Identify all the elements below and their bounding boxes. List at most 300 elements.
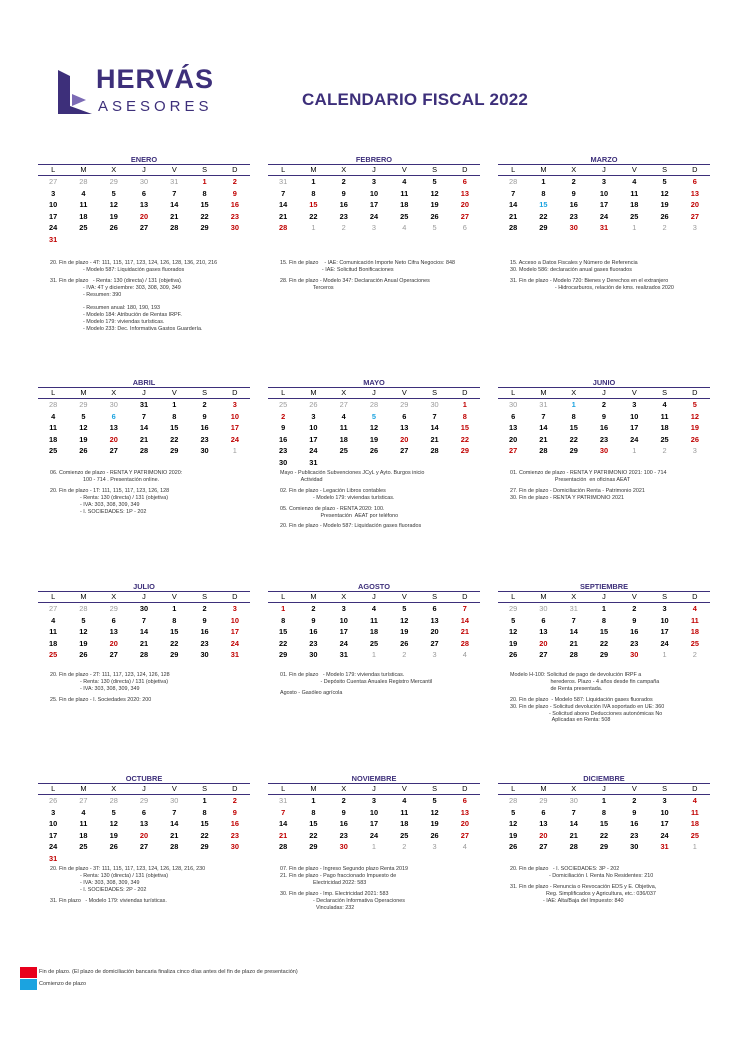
day-cell: 24: [339, 638, 348, 648]
day-cell: 14: [170, 200, 179, 210]
day-cell: 6: [462, 177, 467, 186]
day-cell: 10: [309, 423, 318, 433]
day-cell: 14: [139, 423, 149, 433]
day-cell: 16: [630, 627, 639, 637]
day-cell: 17: [339, 627, 348, 637]
month-notes-abril: [50, 470, 278, 519]
day-cell: 17: [49, 830, 58, 840]
day-cell: 2: [341, 796, 346, 805]
day-cell: 5: [81, 615, 86, 625]
day-cell: 27: [400, 446, 409, 456]
day-cell: 30: [170, 796, 179, 805]
weekday-label: D: [232, 165, 238, 174]
month-days: [38, 399, 250, 457]
day-cell: 2: [632, 604, 637, 613]
day-cell: 17: [660, 627, 669, 637]
day-cell: 14: [139, 627, 149, 637]
month-notes-julio: [50, 672, 278, 708]
day-cell: [189, 234, 219, 246]
day-cell: 19: [690, 423, 699, 433]
month-name: AGOSTO: [358, 582, 390, 591]
weekday-label: L: [511, 592, 516, 601]
day-cell: 4: [81, 188, 86, 198]
day-cell: 17: [49, 211, 58, 221]
day-cell: 23: [309, 638, 318, 648]
day-cell: 22: [599, 638, 609, 648]
day-cell: 19: [430, 819, 439, 829]
day-cell: 23: [569, 211, 578, 221]
month-name: ENERO: [130, 155, 158, 164]
day-cell: 29: [400, 400, 409, 409]
day-cell: 2: [341, 177, 346, 186]
day-cell: 8: [462, 411, 467, 421]
day-cell: 18: [79, 830, 88, 840]
day-cell: 9: [632, 807, 637, 817]
day-cell: 5: [432, 796, 437, 805]
day-cell: 1: [232, 446, 237, 456]
day-cell: 1: [632, 446, 637, 456]
weekday-label: L: [511, 165, 516, 174]
day-cell: 21: [430, 434, 439, 444]
month-calendar-mayo: [268, 378, 480, 469]
deadline-note: 15. Fin de plazo - IAE: Comunicación Importe Neto Cifra Negocios: 848 - IAE: Solicitud Bonificaciones: [280, 260, 455, 273]
day-cell: 28: [509, 177, 518, 186]
day-cell: 28: [139, 446, 149, 456]
day-cell: 26: [109, 842, 118, 852]
day-cell: 3: [692, 446, 697, 456]
day-cell: 16: [279, 434, 288, 444]
day-cell: 3: [232, 400, 237, 409]
deadline-note: 07. Fin de plazo - Ingreso Segundo plazo Renta 2019 21. Fin de plazo - Pago fraccionado Impuesto de Electricidad 2022: 583: [280, 866, 408, 886]
day-cell: 22: [309, 211, 318, 221]
day-cell: 28: [279, 842, 288, 852]
day-cell: 21: [279, 211, 288, 221]
day-cell: 10: [49, 819, 58, 829]
day-cell: 25: [279, 400, 288, 409]
weekday-label: L: [51, 388, 56, 397]
day-cell: 26: [49, 796, 58, 805]
weekday-label: D: [462, 592, 468, 601]
month-calendar-junio: [498, 378, 710, 457]
day-cell: 5: [402, 604, 407, 613]
day-cell: [68, 853, 98, 865]
day-cell: 1: [311, 177, 316, 186]
month-name: NOVIEMBRE: [351, 774, 397, 783]
day-cell: 8: [541, 188, 546, 198]
deadline-note: Modelo H-100: Solicitud de pago de devolución IRPF a herederos. Plazo - 4 años desde fin campaña de Renta presentada.: [510, 672, 660, 692]
day-cell: 26: [430, 830, 439, 840]
weekday-label: L: [51, 784, 56, 793]
day-cell: 29: [200, 842, 209, 852]
day-cell: 18: [400, 200, 409, 210]
day-cell: 31: [660, 842, 669, 852]
day-cell: 2: [232, 177, 237, 186]
day-cell: 15: [170, 627, 179, 637]
day-cell: 29: [599, 842, 609, 852]
day-cell: [329, 457, 359, 469]
weekday-label: X: [341, 592, 347, 601]
day-cell: 4: [402, 223, 407, 233]
day-cell: 30: [509, 400, 518, 409]
day-cell: 14: [430, 423, 439, 433]
weekday-header: [38, 164, 250, 176]
day-cell: 16: [200, 423, 209, 433]
day-cell: 21: [279, 830, 288, 840]
day-cell: 13: [509, 423, 518, 433]
day-cell: 1: [172, 604, 177, 613]
day-cell: 21: [569, 830, 578, 840]
day-cell: 12: [369, 423, 379, 433]
day-cell: 29: [539, 796, 548, 805]
day-cell: 1: [202, 796, 207, 805]
day-cell: 15: [309, 819, 318, 829]
day-cell: 24: [230, 638, 239, 648]
day-cell: 5: [432, 177, 437, 186]
deadline-note: 25. Fin de plazo - I. Sociedades 2020: 200: [50, 696, 152, 703]
day-cell: 4: [51, 615, 56, 625]
day-cell: 11: [400, 188, 409, 198]
weekday-label: S: [202, 592, 208, 601]
day-cell: 22: [309, 830, 318, 840]
day-cell: 8: [601, 615, 607, 625]
day-cell: 28: [170, 223, 179, 233]
day-cell: 13: [460, 807, 469, 817]
day-cell: 20: [690, 200, 699, 210]
day-cell: 31: [49, 234, 58, 244]
deadline-note: 05. Comienzo de plazo - RENTA 2020: 100. Presentación AEAT por teléfono: [280, 505, 399, 519]
day-cell: 1: [601, 604, 607, 613]
weekday-label: X: [571, 592, 577, 601]
day-cell: 8: [172, 615, 177, 625]
day-cell: 18: [400, 819, 409, 829]
day-cell: 11: [79, 200, 88, 210]
month-name: MARZO: [590, 155, 618, 164]
day-cell: 9: [601, 411, 607, 421]
day-cell: [159, 234, 189, 246]
day-cell: 20: [460, 200, 469, 210]
weekday-header: [268, 387, 480, 399]
day-cell: 9: [341, 807, 346, 817]
day-cell: 28: [430, 446, 439, 456]
deadline-note: 02. Fin de plazo - Legación Libros contables - Modelo 179: viviendas turísticas.: [280, 487, 395, 501]
day-cell: 31: [309, 457, 318, 467]
day-cell: 28: [369, 400, 379, 409]
day-cell: 7: [462, 604, 467, 613]
month-calendar-octubre: [38, 774, 250, 865]
day-cell: 31: [170, 177, 179, 186]
weekday-label: L: [51, 165, 56, 174]
weekday-label: M: [80, 592, 87, 601]
weekday-label: S: [202, 165, 208, 174]
day-cell: 15: [309, 200, 318, 210]
day-cell: 1: [632, 223, 637, 233]
day-cell: 31: [569, 604, 578, 613]
day-cell: 9: [311, 615, 316, 625]
day-cell: 8: [281, 615, 286, 625]
day-cell: 26: [369, 446, 379, 456]
day-cell: 9: [202, 411, 207, 421]
day-cell: 15: [279, 627, 288, 637]
day-cell: 15: [539, 200, 548, 210]
day-cell: 27: [139, 842, 149, 852]
month-name: ABRIL: [132, 378, 156, 387]
month-name: MAYO: [363, 378, 385, 387]
day-cell: 10: [599, 188, 609, 198]
day-cell: 7: [541, 411, 546, 421]
day-cell: 13: [460, 188, 469, 198]
weekday-label: X: [111, 165, 117, 174]
weekday-label: L: [281, 388, 286, 397]
day-cell: 5: [432, 223, 437, 233]
day-cell: 14: [279, 819, 288, 829]
day-cell: 28: [539, 446, 548, 456]
day-cell: 28: [79, 604, 88, 613]
day-cell: 26: [509, 842, 518, 852]
day-cell: 22: [170, 638, 179, 648]
month-notes-junio: [510, 470, 738, 506]
weekday-label: M: [540, 388, 547, 397]
day-cell: 4: [662, 400, 667, 409]
day-cell: 7: [172, 807, 177, 817]
day-cell: 22: [170, 434, 179, 444]
day-cell: 5: [511, 615, 516, 625]
day-cell: 31: [279, 177, 288, 186]
day-cell: [129, 234, 159, 246]
day-cell: 16: [309, 627, 318, 637]
weekday-header: [498, 164, 710, 176]
day-cell: 21: [539, 434, 548, 444]
day-cell: 25: [690, 638, 699, 648]
month-days: [268, 603, 480, 661]
day-cell: 28: [569, 650, 578, 660]
day-cell: 17: [369, 819, 379, 829]
day-cell: 29: [460, 446, 469, 456]
day-cell: [189, 853, 219, 865]
day-cell: 4: [51, 411, 56, 421]
day-cell: 13: [139, 819, 149, 829]
day-cell: 29: [109, 604, 118, 613]
weekday-label: X: [111, 388, 117, 397]
day-cell: 6: [462, 796, 467, 805]
day-cell: 25: [339, 446, 348, 456]
weekday-label: V: [171, 592, 177, 601]
weekday-label: L: [51, 592, 56, 601]
day-cell: 8: [571, 411, 576, 421]
day-cell: 28: [279, 223, 288, 233]
day-cell: 7: [281, 188, 286, 198]
month-days: [498, 795, 710, 853]
day-cell: 29: [569, 446, 578, 456]
day-cell: 1: [571, 400, 576, 409]
month-calendar-julio: [38, 582, 250, 661]
day-cell: 22: [200, 211, 209, 221]
legend-label: Fin de plazo. (El plazo de domiciliación bancaria finaliza cinco días antes del fin de plazo de presentación): [39, 969, 298, 975]
day-cell: 27: [509, 446, 518, 456]
day-cell: 2: [662, 223, 667, 233]
day-cell: 31: [339, 650, 348, 660]
weekday-label: J: [372, 784, 376, 793]
day-cell: 3: [341, 604, 346, 613]
day-cell: 18: [79, 211, 88, 221]
day-cell: 12: [660, 188, 669, 198]
day-cell: 4: [371, 604, 377, 613]
day-cell: 28: [460, 638, 469, 648]
weekday-label: S: [202, 388, 208, 397]
day-cell: 7: [172, 188, 177, 198]
day-cell: 5: [111, 807, 116, 817]
day-cell: 13: [139, 200, 149, 210]
day-cell: 11: [339, 423, 348, 433]
weekday-label: J: [142, 165, 146, 174]
weekday-label: D: [232, 784, 238, 793]
day-cell: 15: [599, 819, 609, 829]
day-cell: 27: [109, 650, 118, 660]
month-name: OCTUBRE: [125, 774, 163, 783]
month-name: JUNIO: [592, 378, 616, 387]
day-cell: 1: [462, 400, 467, 409]
day-cell: 28: [109, 796, 118, 805]
weekday-header: [498, 783, 710, 795]
day-cell: 3: [692, 223, 697, 233]
day-cell: 1: [601, 796, 607, 805]
day-cell: 1: [541, 177, 546, 186]
weekday-label: J: [142, 388, 146, 397]
day-cell: 19: [430, 200, 439, 210]
day-cell: 30: [109, 400, 118, 409]
day-cell: 3: [632, 400, 637, 409]
weekday-label: L: [281, 592, 286, 601]
day-cell: 2: [311, 604, 316, 613]
day-cell: 27: [49, 604, 58, 613]
day-cell: 27: [430, 638, 439, 648]
day-cell: 12: [430, 188, 439, 198]
month-calendar-septiembre: [498, 582, 710, 661]
day-cell: 30: [279, 457, 288, 467]
day-cell: 2: [402, 842, 407, 852]
weekday-label: X: [111, 784, 117, 793]
day-cell: 7: [571, 807, 576, 817]
day-cell: 13: [430, 615, 439, 625]
weekday-label: J: [372, 388, 376, 397]
day-cell: 8: [601, 807, 607, 817]
deadline-note: 15. Acceso a Datos Fiscales y Número de Referencia 30. Modelo 586: declaración anual gases fluorados: [510, 260, 638, 273]
day-cell: 11: [49, 423, 58, 433]
weekday-header: [268, 164, 480, 176]
weekday-label: L: [281, 165, 286, 174]
day-cell: 9: [341, 188, 346, 198]
deadline-note: 31. Fin de plazo - Renta: 130 (directa) / 131 (objetiva). - IVA: 4T y diciembre: 303, 308, 309, 349 - Resumen: 390 - Resumen anual: 180, 190, 193 - Modelo 184: Atribución de Rentas IRPF. - Modelo 179: viviendas turísticas. - Modelo 233: Dec. Informativa Gastos Guardería.: [50, 277, 203, 333]
weekday-label: V: [171, 784, 177, 793]
day-cell: 20: [400, 434, 409, 444]
day-cell: 29: [170, 446, 179, 456]
day-cell: 27: [460, 211, 469, 221]
day-cell: 9: [571, 188, 576, 198]
day-cell: 6: [541, 615, 546, 625]
deadline-note: 20. Fin de plazo - 3T: 111, 115, 117, 123, 124, 126, 128, 216, 230 - Renta: 130 (directa) / 131 (objetiva) - IVA: 303, 308, 309, 349 - I. SOCIEDADES: 2P - 202: [50, 866, 206, 893]
day-cell: 10: [230, 411, 239, 421]
day-cell: 20: [139, 211, 149, 221]
day-cell: 20: [109, 638, 118, 648]
day-cell: 9: [232, 188, 237, 198]
day-cell: 12: [509, 627, 518, 637]
day-cell: 1: [311, 223, 316, 233]
day-cell: 2: [402, 650, 407, 660]
month-calendar-agosto: [268, 582, 480, 661]
day-cell: 28: [49, 400, 58, 409]
day-cell: 23: [230, 211, 239, 221]
day-cell: 23: [279, 446, 288, 456]
day-cell: 24: [369, 830, 379, 840]
day-cell: 18: [339, 434, 348, 444]
day-cell: 25: [49, 446, 58, 456]
day-cell: 26: [690, 434, 699, 444]
weekday-label: L: [511, 784, 516, 793]
day-cell: 31: [230, 650, 239, 660]
day-cell: 29: [279, 650, 288, 660]
day-cell: 18: [690, 819, 699, 829]
day-cell: 29: [509, 604, 518, 613]
day-cell: 15: [599, 627, 609, 637]
deadline-note: 20. Fin de plazo - 1T: 111, 115, 117, 123, 126, 128 - Renta: 130 (directa) / 131 (objetiva) - IVA: 303, 308, 309, 349 - I. SOCIEDADES: 1P - 202: [50, 487, 170, 515]
day-cell: 21: [170, 211, 179, 221]
weekday-label: V: [171, 165, 177, 174]
day-cell: 15: [200, 819, 209, 829]
day-cell: 28: [79, 177, 88, 186]
day-cell: 19: [79, 638, 88, 648]
day-cell: 29: [170, 650, 179, 660]
day-cell: 1: [172, 400, 177, 409]
weekday-label: X: [571, 388, 577, 397]
day-cell: 22: [460, 434, 469, 444]
day-cell: 24: [49, 842, 58, 852]
weekday-label: V: [401, 784, 407, 793]
day-cell: 23: [230, 830, 239, 840]
day-cell: 20: [539, 830, 548, 840]
weekday-label: X: [111, 592, 117, 601]
logo: [58, 64, 218, 120]
day-cell: 10: [660, 807, 669, 817]
weekday-label: X: [571, 165, 577, 174]
weekday-header: [498, 387, 710, 399]
weekday-label: M: [540, 784, 547, 793]
day-cell: 27: [109, 446, 118, 456]
day-cell: 3: [371, 223, 377, 233]
day-cell: 25: [79, 842, 88, 852]
day-cell: 11: [79, 819, 88, 829]
day-cell: 5: [662, 177, 667, 186]
day-cell: 18: [690, 627, 699, 637]
day-cell: 23: [599, 434, 609, 444]
day-cell: 30: [139, 604, 149, 613]
deadline-note: 06. Comienzo de plazo - RENTA Y PATRIMONIO 2020: 100 - 714 . Presentación online.: [50, 470, 183, 483]
weekday-header: [38, 591, 250, 603]
day-cell: 10: [369, 807, 379, 817]
day-cell: 11: [400, 807, 409, 817]
weekday-label: D: [692, 388, 698, 397]
day-cell: 28: [139, 650, 149, 660]
day-cell: 13: [400, 423, 409, 433]
day-cell: 14: [539, 423, 548, 433]
month-name: JULIO: [133, 582, 155, 591]
day-cell: 23: [200, 638, 209, 648]
day-cell: 18: [49, 434, 58, 444]
day-cell: 1: [692, 842, 697, 852]
day-cell: 10: [660, 615, 669, 625]
day-cell: 5: [111, 188, 116, 198]
day-cell: 12: [79, 423, 88, 433]
weekday-label: J: [602, 165, 606, 174]
month-notes-agosto: [280, 672, 508, 701]
